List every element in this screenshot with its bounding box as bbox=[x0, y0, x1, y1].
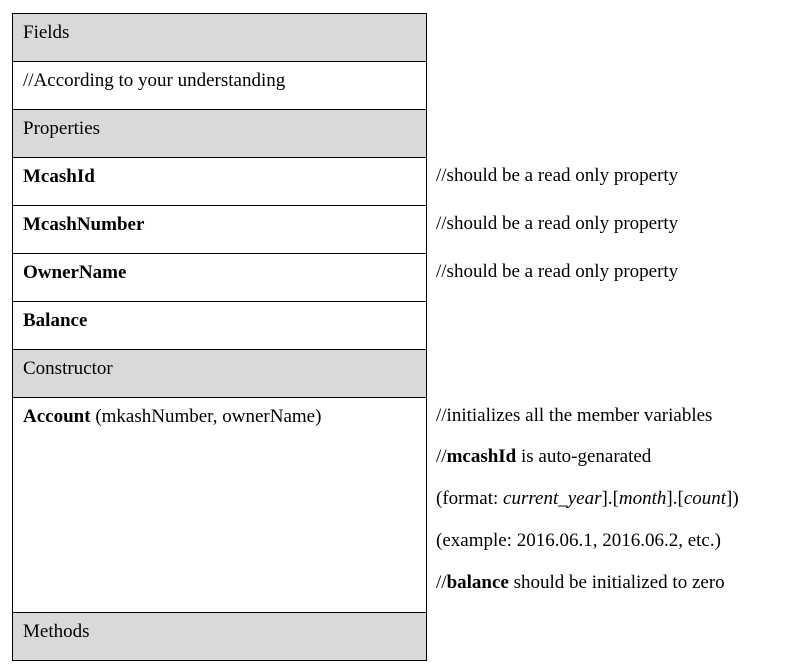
note-mcashid-suffix: is auto-genarated bbox=[516, 446, 652, 467]
note-balance-bold: balance bbox=[446, 572, 509, 593]
note-mcashid-prefix: // bbox=[436, 446, 447, 467]
fields-header: Fields bbox=[23, 22, 70, 43]
format-month: month bbox=[618, 488, 667, 509]
methods-header: Methods bbox=[23, 621, 90, 642]
note-example: (example: 2016.06.1, 2016.06.2, etc.) bbox=[436, 530, 721, 551]
fields-note: //According to your understanding bbox=[23, 70, 286, 91]
constructor-header-row bbox=[12, 349, 427, 398]
property-row-mcashnumber bbox=[12, 205, 427, 254]
note-balance-prefix: // bbox=[436, 572, 447, 593]
note-format bbox=[436, 488, 739, 510]
fields-note-row bbox=[12, 61, 427, 110]
format-year: current_year bbox=[503, 488, 602, 509]
property-ownername: OwnerName bbox=[23, 262, 127, 283]
note-balance-init bbox=[436, 572, 725, 594]
property-row-balance bbox=[12, 301, 427, 350]
format-prefix: (format: bbox=[436, 488, 504, 509]
note-mcashid-autogen bbox=[436, 446, 651, 468]
constructor-header: Constructor bbox=[23, 358, 113, 379]
note-balance-suffix: should be initialized to zero bbox=[508, 572, 725, 593]
constructor-signature bbox=[23, 406, 321, 428]
methods-header-row bbox=[12, 612, 427, 661]
note-mcashid-bold: mcashId bbox=[446, 446, 517, 467]
fields-header-row bbox=[12, 13, 427, 62]
constructor-row bbox=[12, 397, 427, 613]
property-mcashid: McashId bbox=[23, 166, 95, 187]
constructor-params: (mkashNumber, ownerName) bbox=[90, 406, 322, 427]
note-init-all: //initializes all the member variables bbox=[436, 405, 713, 426]
format-suffix: ]) bbox=[726, 488, 739, 509]
format-sep2: ].[ bbox=[666, 488, 684, 509]
note-ownername: //should be a read only property bbox=[436, 261, 679, 282]
property-balance: Balance bbox=[23, 310, 88, 331]
format-count: count bbox=[683, 488, 727, 509]
note-mcashid: //should be a read only property bbox=[436, 165, 679, 186]
property-row-ownername bbox=[12, 253, 427, 302]
format-sep1: ].[ bbox=[601, 488, 619, 509]
properties-header: Properties bbox=[23, 118, 101, 139]
property-row-mcashid bbox=[12, 157, 427, 206]
property-mcashnumber: McashNumber bbox=[23, 214, 145, 235]
properties-header-row bbox=[12, 109, 427, 158]
note-mcashnumber: //should be a read only property bbox=[436, 213, 679, 234]
constructor-name: Account bbox=[23, 406, 91, 427]
